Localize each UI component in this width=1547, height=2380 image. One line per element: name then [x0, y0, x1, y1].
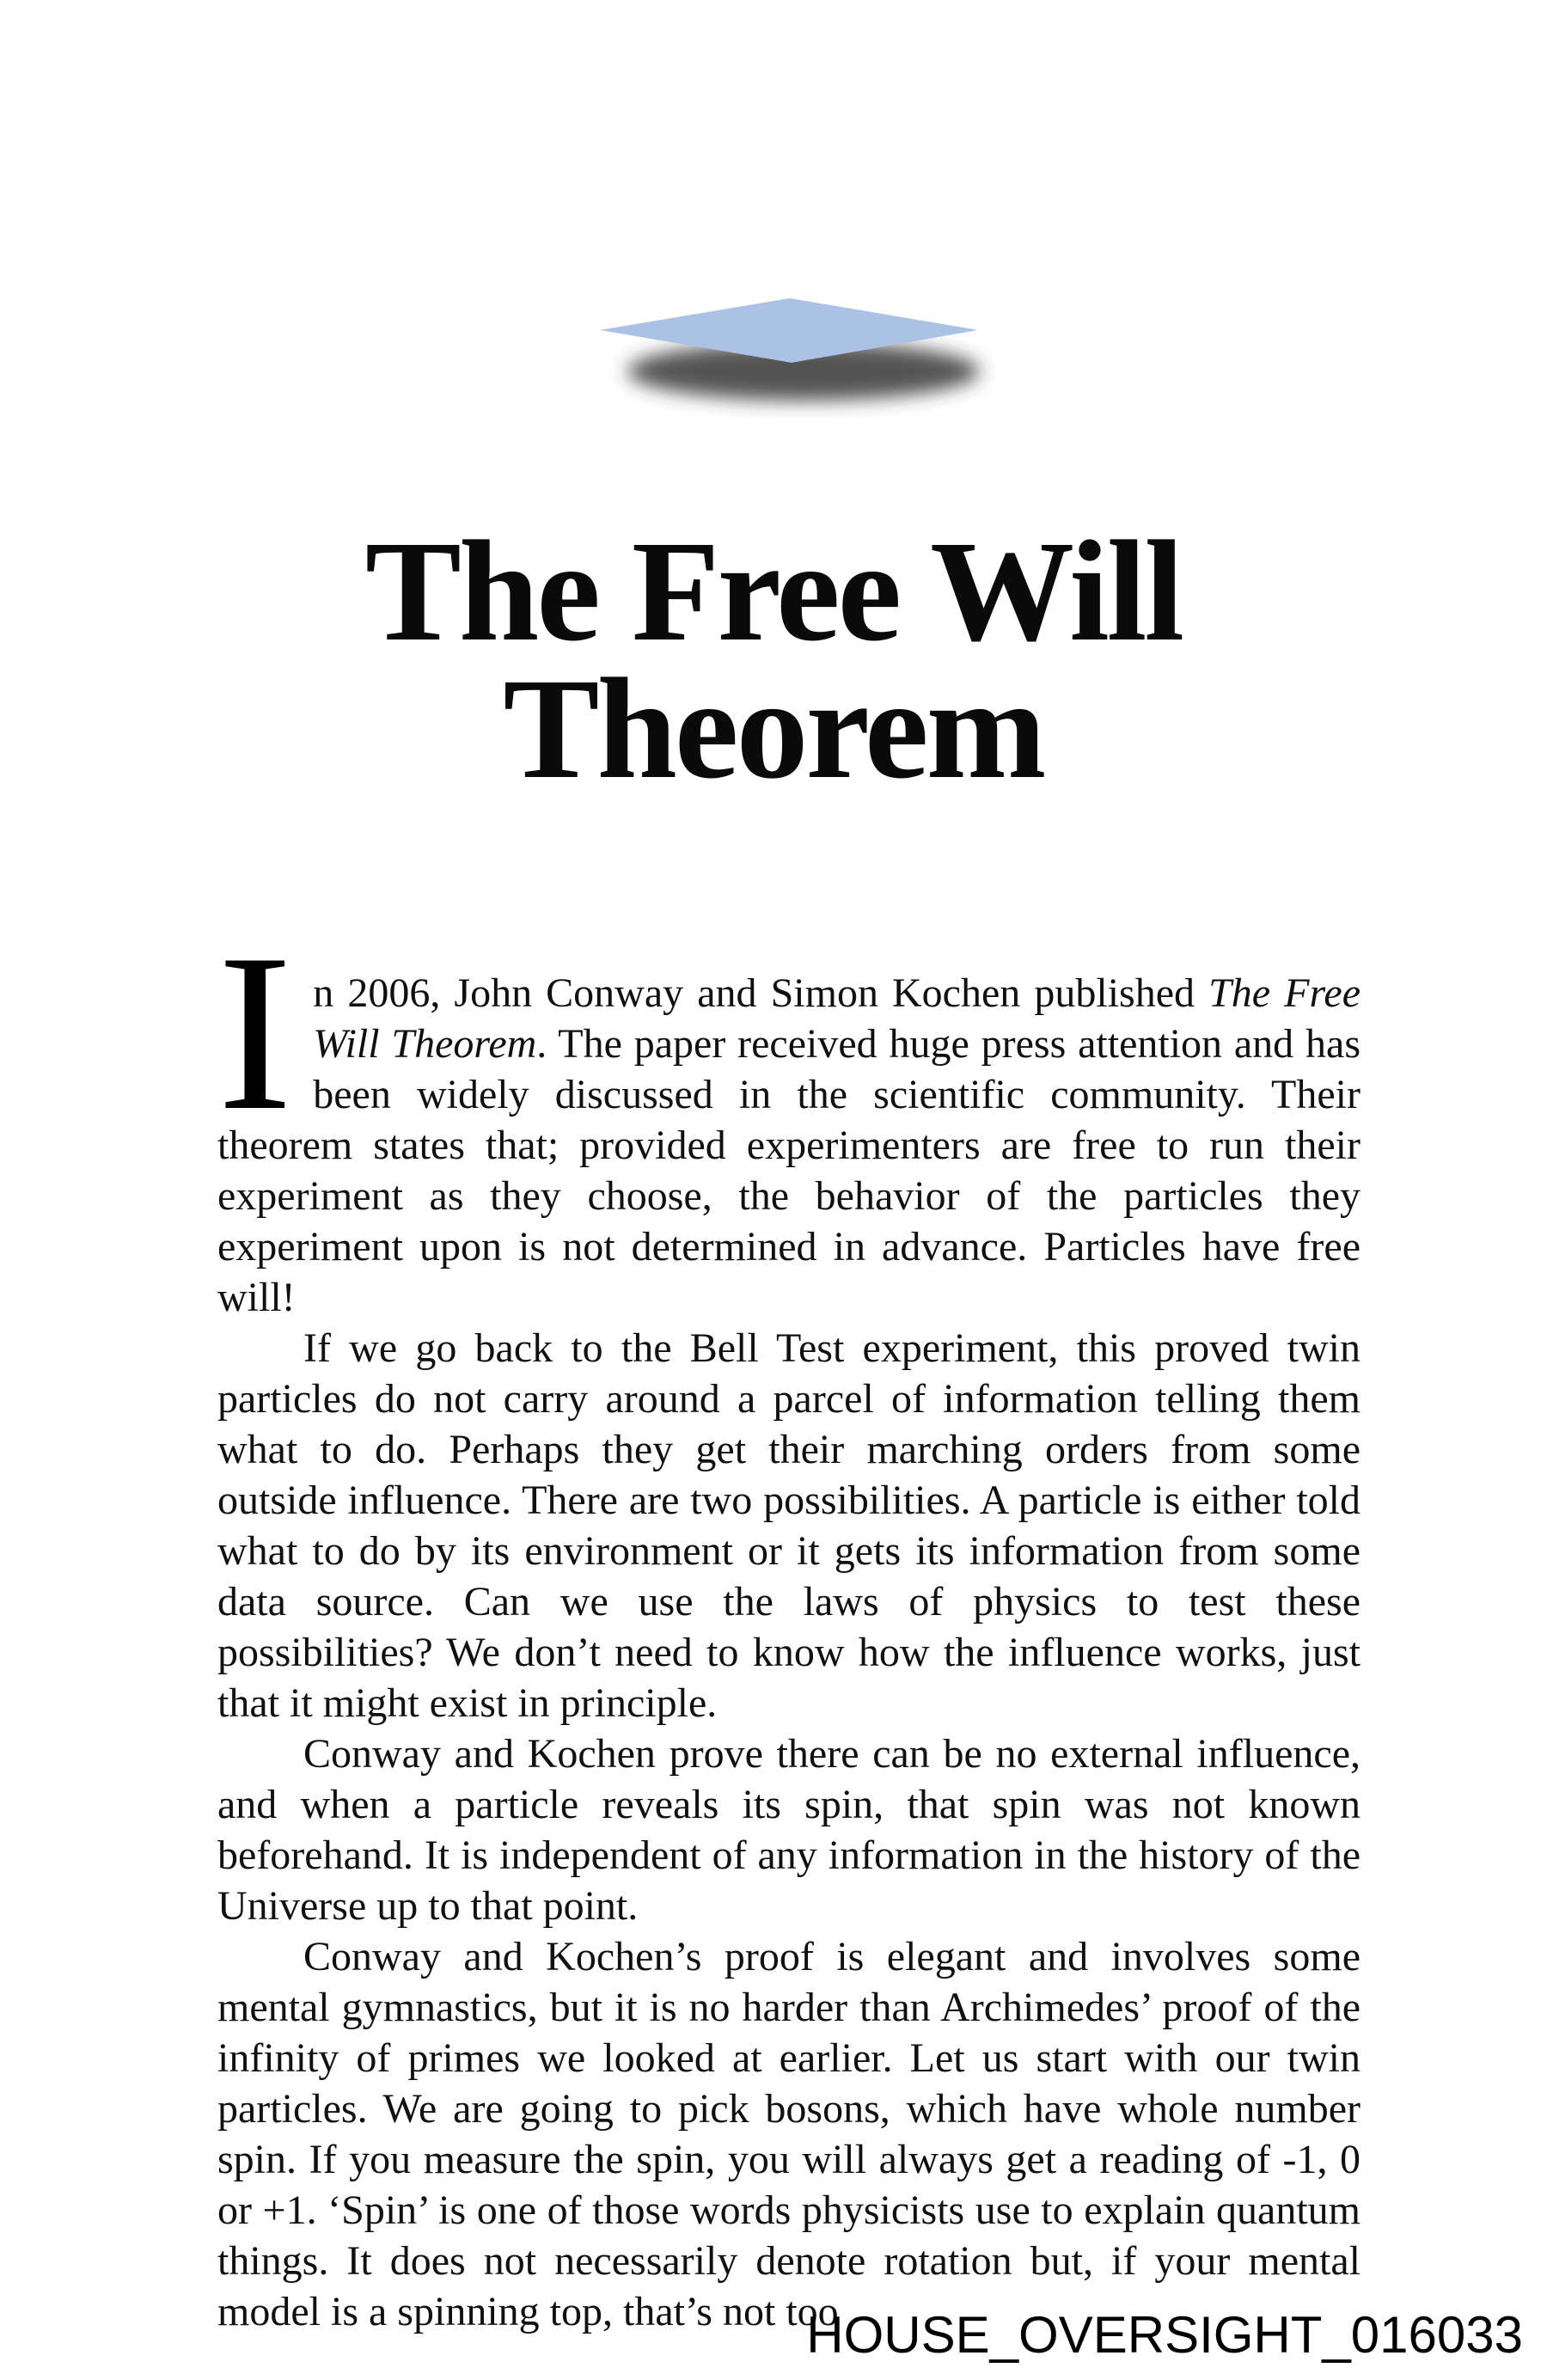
- diamond-ornament: [593, 289, 997, 418]
- paragraph: [217, 1323, 1361, 1728]
- text-run: If we go back to the Bell Test experiment, this proved twin particles do not carry around a parcel of information telling them what to do. Perhaps they get their marching orders from some outside influence. There are two possibilities. A particle is either told what to do by its environment or it gets its information from some data source. Can we use the laws of physics to test these possibilities? We don’t need to know how the influence works, just that it might exist in principle.: [217, 1325, 1361, 1726]
- body-text: [217, 908, 1361, 2337]
- diamond-icon: [593, 289, 997, 418]
- drop-cap: I: [217, 908, 293, 1157]
- paragraph: [217, 1728, 1361, 1931]
- paragraph: [217, 908, 1361, 1323]
- text-run: . The paper received huge press attention and has been widely discussed in the scientific community. Their theorem states that; provided experimenters are free to run their experiment as they choose, the behavior of the particles they experiment upon is not determined in advance. Particles have free will!: [217, 1021, 1361, 1320]
- text-run: Conway and Kochen’s proof is elegant and involves some mental gymnastics, but it is no harder than Archimedes’ proof of the infinity of primes we looked at earlier. Let us start with our twin particles. We are going to pick bosons, which have whole number spin. If you measure the spin, you will always get a reading of -1, 0 or +1. ‘Spin’ is one of those words physicists use to explain quantum things. It does not necessarily denote rotation but, if your mental model is a spinning top, that’s not too: [217, 1934, 1361, 2334]
- text-run: n 2006, John Conway and Simon Kochen published: [313, 970, 1209, 1016]
- bates-stamp: HOUSE_OVERSIGHT_016033: [806, 2306, 1523, 2364]
- paragraph: [217, 1931, 1361, 2337]
- chapter-title: [0, 511, 1547, 809]
- chapter-title-line-1: The Free Will: [364, 511, 1183, 671]
- text-run: Conway and Kochen prove there can be no external influence, and when a particle reveals its spin, that spin was not known beforehand. It is independent of any information in the history of the Universe up to that point.: [217, 1731, 1361, 1929]
- italic-run: The Free Will Theorem: [313, 970, 1361, 1067]
- chapter-title-line-2: Theorem: [503, 649, 1044, 809]
